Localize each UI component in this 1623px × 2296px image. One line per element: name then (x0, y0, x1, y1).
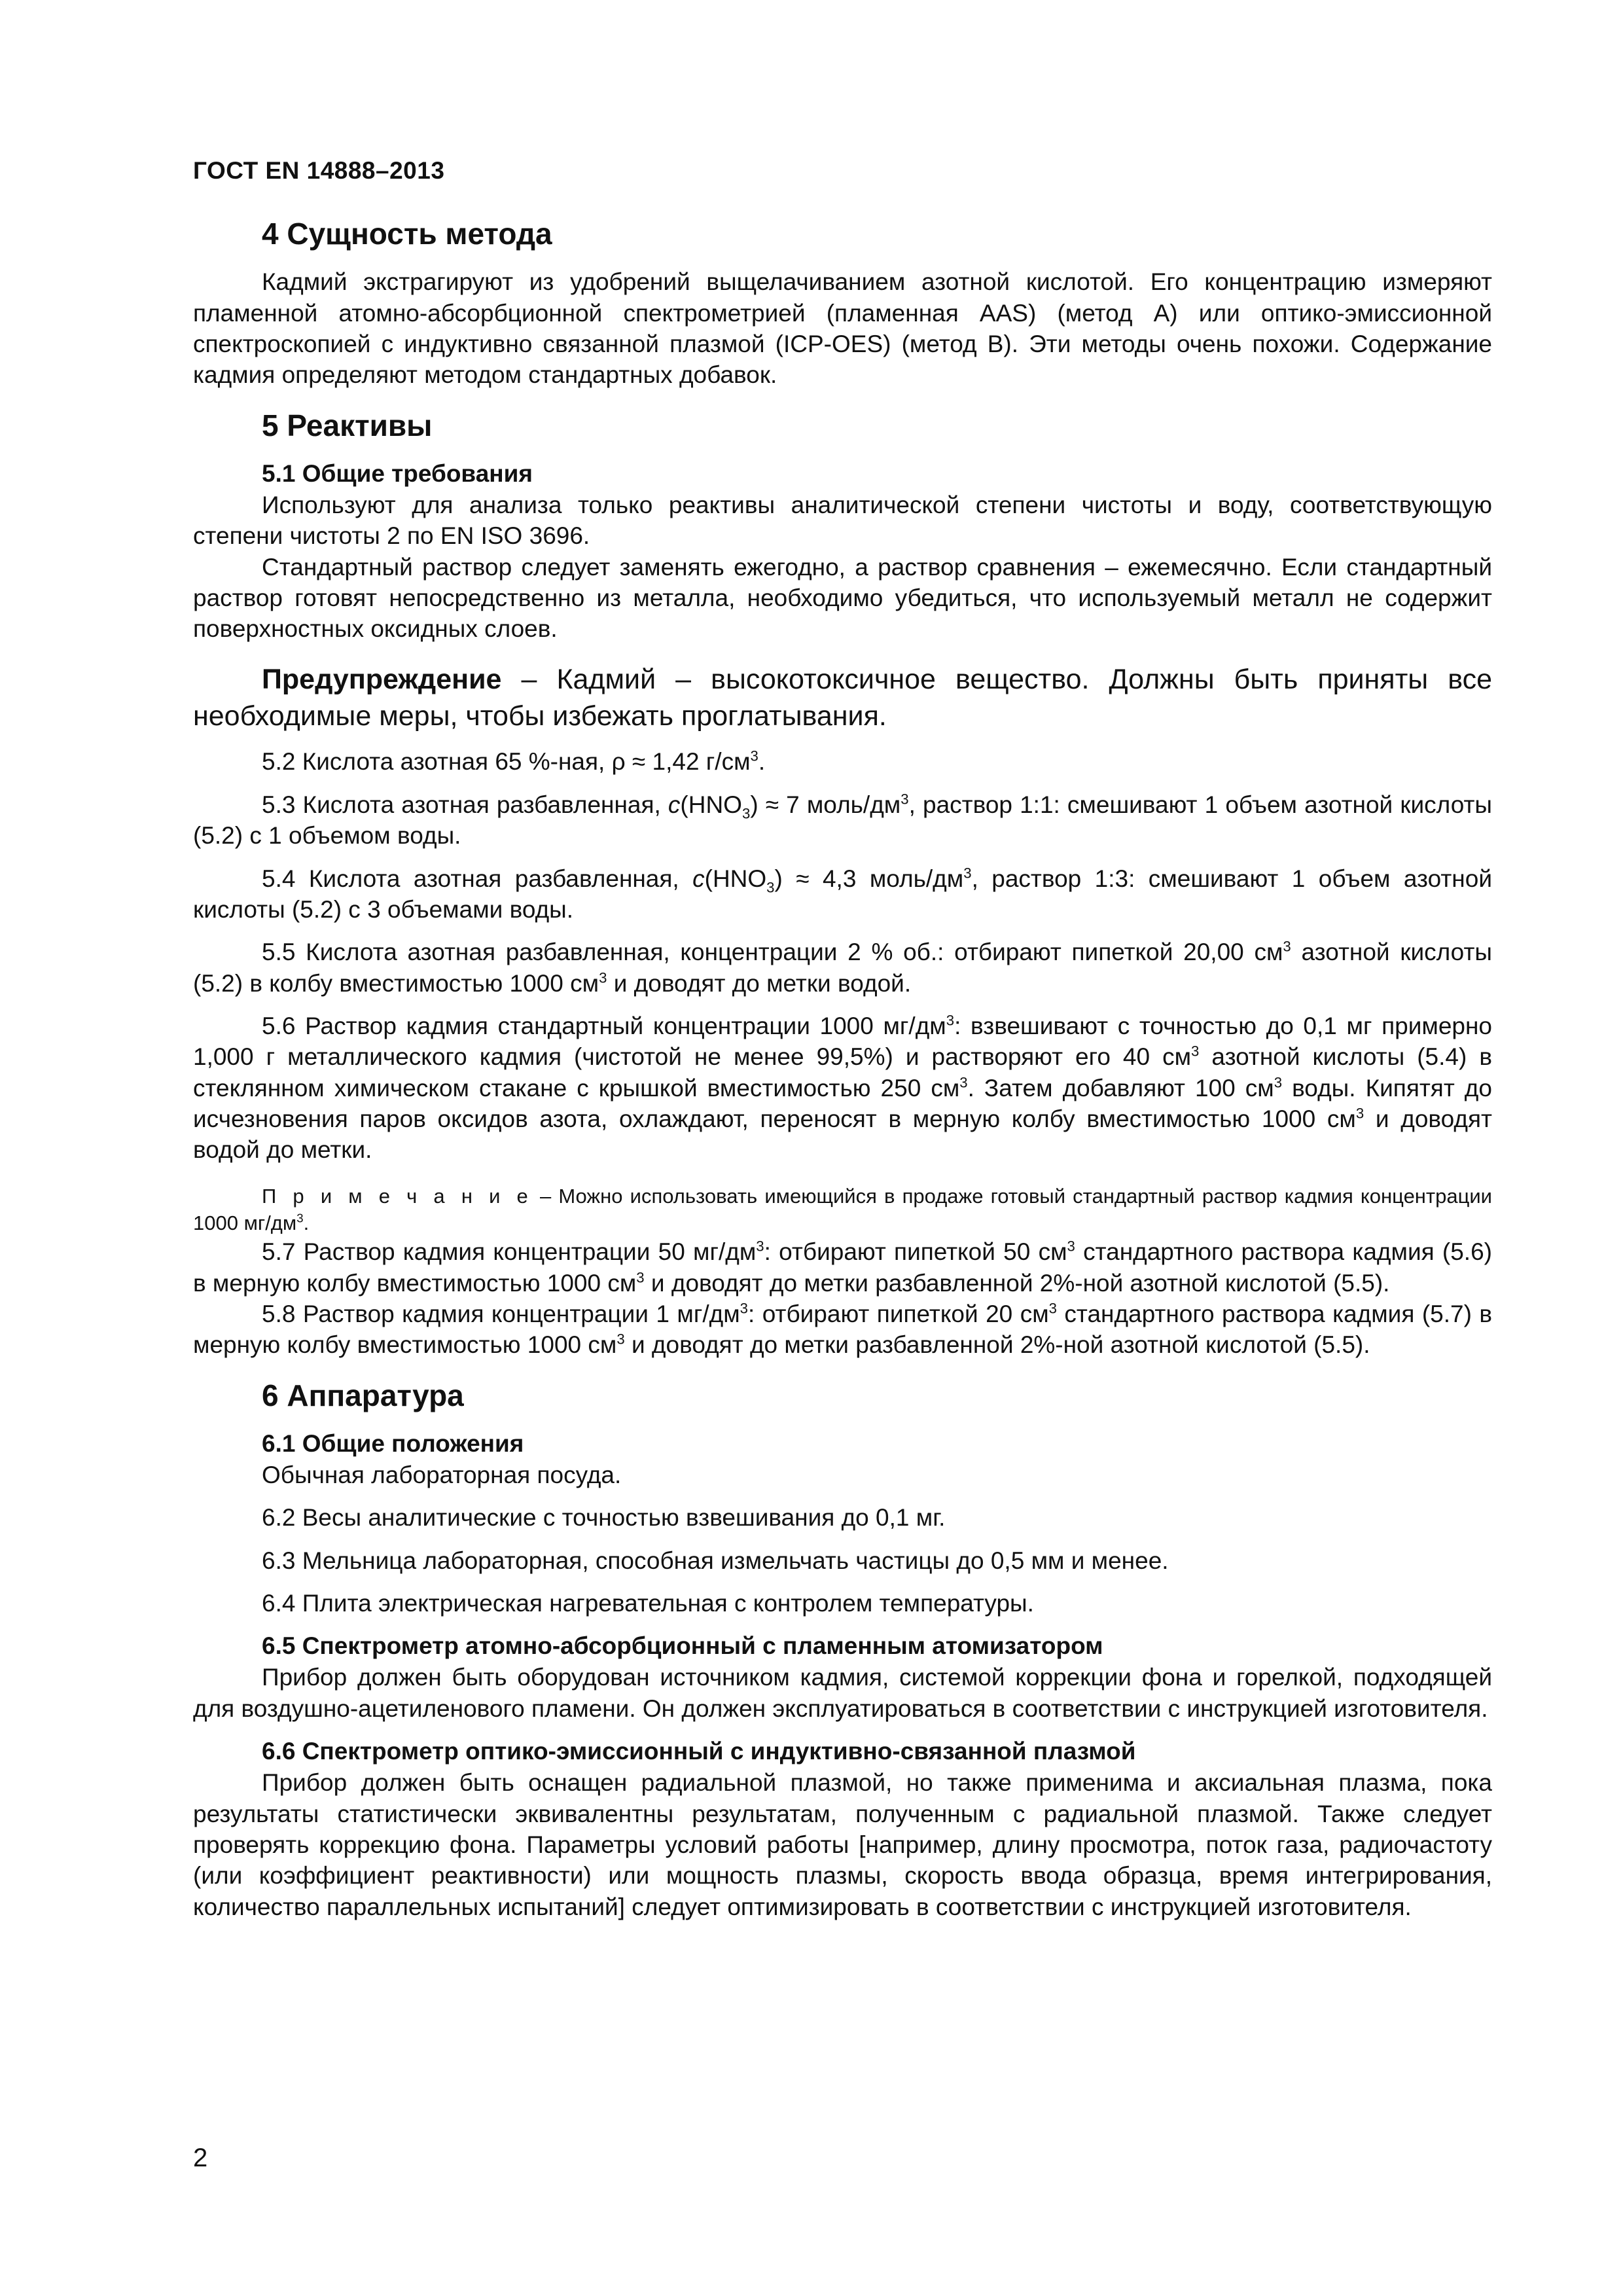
section-6-4: 6.4 Плита электрическая нагревательная с контролем температуры. (262, 1590, 1034, 1617)
warning-paragraph (193, 662, 1492, 735)
page-content (193, 216, 1492, 1922)
warning-label: Предупреждение (262, 663, 502, 695)
section-5-8: 5.8 Раствор кадмия концентрации 1 $мг/дм^3$: отбирают пипеткой 20 $см^3$ стандартного раствора кадмия (5.7) в мерную колбу вместимостью 1000 $см^3$ и доводят до метки разбавленной 2%-ной азотной кислотой (5.5). (193, 1300, 1492, 1359)
warning-text: – Кадмий – высокотоксичное вещество. Должны быть приняты все необходимые меры, чтобы избежать проглатывания. (193, 663, 1492, 732)
section-5-title: 5 Реактивы (262, 408, 433, 442)
section-6-5-paragraph: Прибор должен быть оборудован источником кадмия, системой коррекции фона и горелкой, подходящей для воздушно-ацетиленового пламени. Он должен эксплуатироваться в соответствии с инструкцией изготовителя. (193, 1664, 1492, 1722)
section-5-4: 5.4 Кислота азотная разбавленная, $c(HNO_3) \approx 4,3$ моль/$дм^3$, раствор 1:3: смешивают 1 объем азотной кислоты (5.2) с 3 объемами воды. (193, 865, 1492, 923)
section-6-6-title: 6.6 Спектрометр оптико-эмиссионный с индуктивно-связанной плазмой (262, 1738, 1136, 1765)
section-6-6-paragraph: Прибор должен быть оснащен радиальной плазмой, но также применима и аксиальная плазма, пока результаты статистически эквивалентны результатам, полученным с радиальной плазмой. Также следует проверять коррекцию фона. Параметры условий работы [например, длину просмотра, поток газа, радиочастоту (или коэффициент реактивности) или мощность плазмы, скорость ввода образца, время интегрирования, количество параллельных испытаний] следует оптимизировать в соответствии с инструкцией изготовителя. (193, 1769, 1492, 1920)
section-5-2: 5.2 Кислота азотная 65 %-ная, ρ ≈ 1,42 $г/см^3$. (262, 748, 766, 776)
standard-header: ГОСТ EN 14888–2013 (193, 157, 445, 184)
section-6-3: 6.3 Мельница лабораторная, способная измельчать частицы до 0,5 мм и менее. (262, 1547, 1169, 1574)
note-paragraph: П р и м е ч а н и е – Можно использовать имеющийся в продаже готовый стандартный раствор кадмия концентрации 1000 $мг/дм^3$. (193, 1184, 1492, 1235)
section-5-1-paragraph-1: Используют для анализа только реактивы аналитической степени чистоты и воду, соответствующую степени чистоты 2 по EN ISO 3696. (193, 491, 1492, 550)
section-5-5: 5.5 Кислота азотная разбавленная, концентрации 2 % об.: отбирают пипеткой 20,00 $см^3$ азотной кислоты (5.2) в колбу вместимостью 1000 $см^3$ и доводят до метки водой. (193, 938, 1492, 997)
section-6-title: 6 Аппаратура (262, 1378, 464, 1412)
section-5-3: 5.3 Кислота азотная разбавленная, $c(HNO_3) \approx 7$ моль/$дм^3$, раствор 1:1: смешивают 1 объем азотной кислоты (5.2) с 1 объемом воды. (193, 791, 1492, 850)
section-4-title: 4 Сущность метода (262, 217, 552, 251)
section-5-6: 5.6 Раствор кадмия стандартный концентрации 1000 $мг/дм^3$: взвешивают с точностью до 0,1 мг примерно 1,000 г металлического кадмия (чистотой не менее 99,5%) и растворяют его 40 $см^3$ азотной кислоты (5.4) в стеклянном химическом стакане с крышкой вместимостью 250 $см^3$. Затем добавляют 100 $см^3$ воды. Кипятят до исчезновения паров оксидов азота, охлаждают, переносят в мерную колбу вместимостью 1000 $см^3$ и доводят водой до метки. (193, 1012, 1492, 1164)
section-6-1-title: 6.1 Общие положения (262, 1429, 524, 1457)
section-6-1-paragraph: Обычная лабораторная посуда. (262, 1461, 622, 1488)
section-5-7: 5.7 Раствор кадмия концентрации 50 $мг/дм^3$: отбирают пипеткой 50 $см^3$ стандартного раствора кадмия (5.6) в мерную колбу вместимостью 1000 $см^3$ и доводят до метки разбавленной 2%-ной азотной кислотой (5.5). (193, 1238, 1492, 1297)
section-5-1-title: 5.1 Общие требования (262, 459, 533, 487)
section-6-2: 6.2 Весы аналитические с точностью взвешивания до 0,1 мг. (262, 1504, 946, 1532)
note-label: П р и м е ч а н и е (262, 1184, 533, 1208)
section-5-1-paragraph-2: Стандартный раствор следует заменять ежегодно, а раствор сравнения – ежемесячно. Если стандартный раствор готовят непосредственно из металла, необходимо убедиться, что используемый металл не содержит поверхностных оксидных слоев. (193, 553, 1492, 643)
section-6-5-title: 6.5 Спектрометр атомно-абсорбционный с пламенным атомизатором (262, 1632, 1103, 1660)
page-number: 2 (193, 2144, 208, 2172)
section-4-paragraph: Кадмий экстрагируют из удобрений выщелачиванием азотной кислотой. Его концентрацию измеряют пламенной атомно-абсорбционной спектрометрией (пламенная AAS) (метод А) или оптико-эмиссионной спектроскопией с индуктивно связанной плазмой (ICP-OES) (метод В). Эти методы очень похожи. Содержание кадмия определяют методом стандартных добавок. (193, 268, 1492, 389)
